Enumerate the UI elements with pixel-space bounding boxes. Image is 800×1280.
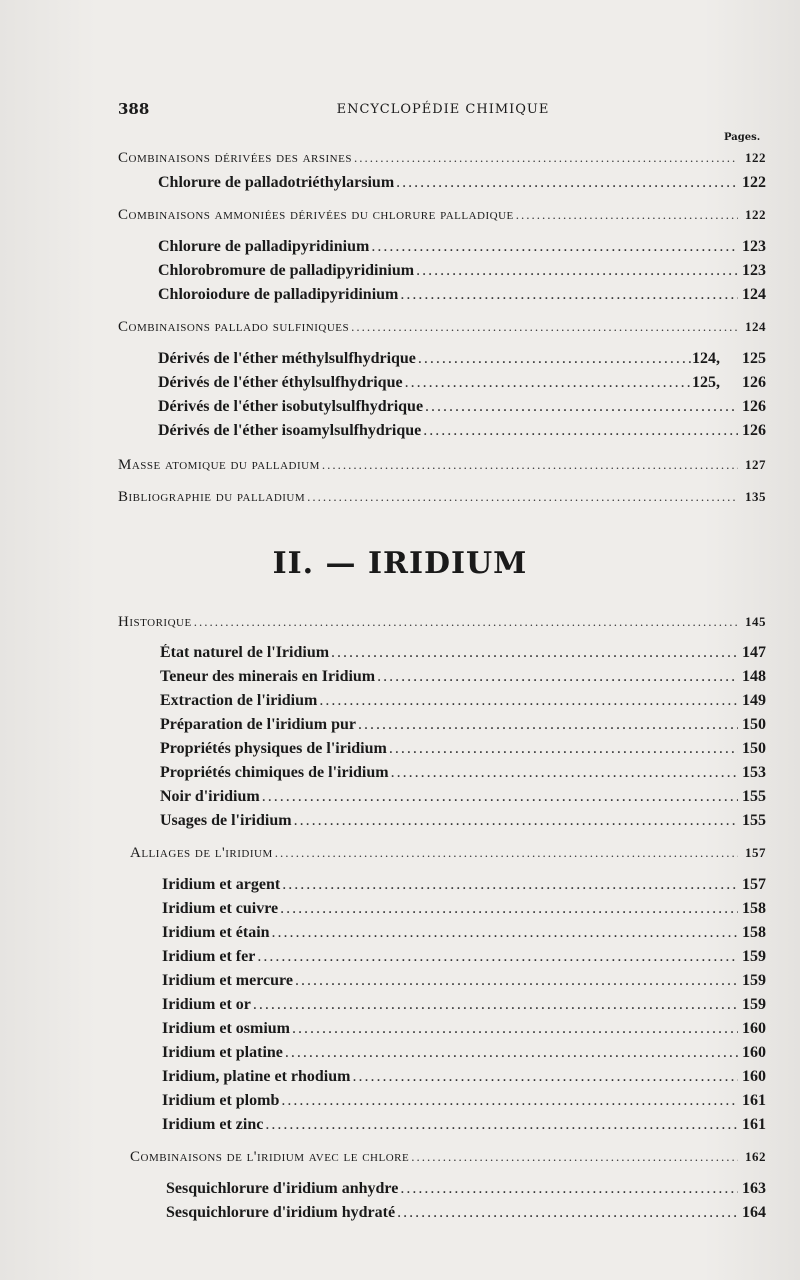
toc-entry-page-number: 123: [742, 262, 766, 279]
toc-entry: [160, 788, 766, 806]
toc-entry: [162, 972, 766, 990]
toc-section-entry: [118, 319, 766, 336]
toc-entry-title: Chlorobromure de palladipyridinium: [158, 262, 415, 279]
dot-leader: [192, 614, 738, 630]
toc-entry: [158, 174, 766, 192]
dot-leader: [514, 207, 738, 223]
toc-entry-page-number: 161: [742, 1116, 766, 1133]
toc-entry: [158, 374, 766, 392]
toc-entry-page-number: 157: [742, 876, 766, 893]
toc-entry-title: Masse atomique du palladium: [118, 457, 320, 473]
toc-entry: [158, 398, 766, 416]
toc-section-entry: [130, 1149, 766, 1166]
toc-entry-title: Iridium et plomb: [162, 1092, 280, 1109]
dot-leader: [320, 457, 738, 473]
toc-entry: [162, 948, 766, 966]
dot-leader: [349, 319, 738, 335]
toc-entry: [162, 924, 766, 942]
dot-leader: [280, 876, 738, 894]
toc-entry-page-number: 159: [742, 996, 766, 1013]
toc-entry-title: État naturel de l'Iridium: [160, 644, 330, 661]
toc-entry-page-number: 122: [745, 150, 766, 165]
toc-entry-page-number: 164: [742, 1204, 766, 1221]
toc-entry: [162, 900, 766, 918]
dot-leader: [387, 740, 738, 758]
toc-entry-title: Combinaisons de l'iridium avec le chlore: [130, 1149, 410, 1165]
toc-entry-title: Sesquichlorure d'iridium hydraté: [166, 1204, 396, 1221]
dot-leader: [290, 1020, 738, 1038]
toc-entry-title: Chlorure de palladotriéthylarsium: [158, 174, 395, 191]
toc-entry-page-number: 150: [742, 716, 766, 733]
running-title: ENCYCLOPÉDIE CHIMIQUE: [336, 102, 550, 117]
toc-entry-page-number: 123: [742, 238, 766, 255]
dot-leader: [292, 812, 738, 830]
toc-entry: [158, 422, 766, 440]
toc-entry-title: Iridium et zinc: [162, 1116, 264, 1133]
toc-entry: [160, 812, 766, 830]
dot-leader: [409, 1149, 738, 1165]
toc-entry-title: Dérivés de l'éther méthylsulfhydrique: [158, 350, 416, 367]
toc-entry-page-number: 125: [742, 350, 766, 367]
toc-entry: [158, 350, 766, 368]
toc-entry-page-number: 150: [742, 740, 766, 757]
dot-leader: [255, 948, 738, 966]
dot-leader: [398, 286, 738, 304]
toc-entry: [158, 262, 766, 280]
toc-entry-title: Iridium et argent: [162, 876, 281, 893]
toc-entry-secondary-page: 125,: [692, 374, 720, 391]
toc-entry: [166, 1180, 766, 1198]
toc-entry-title: Chlorure de palladipyridinium: [158, 238, 370, 255]
dot-leader: [375, 668, 738, 686]
toc-entry-page-number: 153: [742, 764, 766, 781]
toc-entry-title: Chloroiodure de palladipyridinium: [158, 286, 399, 303]
toc-entry-page-number: 149: [742, 692, 766, 709]
toc-section-entry: [118, 150, 766, 167]
dot-leader: [251, 996, 738, 1014]
toc-entry-page-number: 148: [742, 668, 766, 685]
part-title: II. — IRIDIUM: [272, 546, 528, 581]
dot-leader: [278, 900, 738, 918]
dot-leader: [369, 238, 738, 256]
dot-leader: [356, 716, 738, 734]
page-header: [118, 100, 768, 124]
dot-leader: [389, 764, 738, 782]
toc-entry-title: Dérivés de l'éther isoamylsulfhydrique: [158, 422, 422, 439]
dot-leader: [421, 422, 738, 440]
toc-entry: [162, 996, 766, 1014]
toc-entry-page-number: 162: [745, 1149, 766, 1164]
dot-leader: [260, 788, 738, 806]
toc-entry-title: Dérivés de l'éther éthylsulfhydrique: [158, 374, 403, 391]
toc-entry-title: Iridium et fer: [162, 948, 256, 965]
toc-entry-page-number: 126: [742, 422, 766, 439]
toc-entry: [160, 644, 766, 662]
page-number: 388: [118, 100, 150, 118]
toc-entry-title: Alliages de l'iridium: [130, 845, 273, 861]
toc-entry-title: Iridium, platine et rhodium: [162, 1068, 351, 1085]
toc-entry-page-number: 158: [742, 900, 766, 917]
toc-section-entry: [118, 614, 766, 631]
toc-entry-title: Iridium et étain: [162, 924, 270, 941]
toc-section-entry: [118, 457, 766, 474]
toc-entry-title: Noir d'iridium: [160, 788, 260, 805]
toc-entry-title: Combinaisons dérivées des arsines: [118, 150, 352, 166]
toc-entry-title: Historique: [118, 614, 192, 630]
toc-section-entry: [118, 207, 766, 224]
toc-entry-page-number: 161: [742, 1092, 766, 1109]
toc-entry-title: Combinaisons pallado sulfiniques: [118, 319, 350, 335]
toc-entry: [162, 1092, 766, 1110]
toc-entry-page-number: 126: [742, 398, 766, 415]
toc-entry-page-number: 159: [742, 972, 766, 989]
toc-entry-page-number: 124: [745, 319, 766, 334]
toc-entry-title: Bibliographie du palladium: [118, 489, 306, 505]
toc-entry-page-number: 159: [742, 948, 766, 965]
toc-entry-page-number: 127: [745, 457, 766, 472]
dot-leader: [416, 350, 692, 368]
toc-entry-title: Iridium et or: [162, 996, 251, 1013]
toc-entry-title: Usages de l'iridium: [160, 812, 292, 829]
toc-entry: [162, 1068, 766, 1086]
toc-entry-title: Sesquichlorure d'iridium anhydre: [166, 1180, 399, 1197]
toc-entry: [158, 238, 766, 256]
dot-leader: [398, 1180, 738, 1198]
dot-leader: [350, 1068, 738, 1086]
toc-entry-title: Iridium et osmium: [162, 1020, 290, 1037]
toc-entry-page-number: 135: [745, 489, 766, 504]
dot-leader: [293, 972, 738, 990]
toc-entry-title: Teneur des minerais en Iridium: [160, 668, 376, 685]
toc-entry-title: Propriétés physiques de l'iridium: [160, 740, 387, 757]
toc-entry-page-number: 157: [745, 845, 766, 860]
toc-entry-page-number: 145: [745, 614, 766, 629]
toc-entry-page-number: 122: [745, 207, 766, 222]
toc-section-entry: [130, 845, 766, 862]
toc-section-entry: [118, 489, 766, 506]
toc-entry-title: Dérivés de l'éther isobutylsulfhydrique: [158, 398, 424, 415]
toc-entry: [160, 668, 766, 686]
toc-entry-title: Extraction de l'iridium: [160, 692, 318, 709]
toc-entry-page-number: 122: [742, 174, 766, 191]
dot-leader: [273, 845, 738, 861]
toc-entry-page-number: 160: [742, 1044, 766, 1061]
toc-entry: [158, 286, 766, 304]
dot-leader: [283, 1044, 738, 1062]
toc-entry-page-number: 126: [742, 374, 766, 391]
toc-entry: [162, 1116, 766, 1134]
toc-entry: [160, 740, 766, 758]
toc-entry-title: Iridium et cuivre: [162, 900, 279, 917]
dot-leader: [317, 692, 738, 710]
dot-leader: [305, 489, 738, 505]
toc-entry: [162, 876, 766, 894]
dot-leader: [352, 150, 738, 166]
dot-leader: [263, 1116, 738, 1134]
toc-entry-title: Combinaisons ammoniées dérivées du chlorure palladique: [118, 207, 514, 223]
toc-entry-page-number: 155: [742, 788, 766, 805]
toc-entry-secondary-page: 124,: [692, 350, 720, 367]
dot-leader: [395, 1204, 738, 1222]
toc-entry-page-number: 147: [742, 644, 766, 661]
dot-leader: [279, 1092, 738, 1110]
toc-entry-page-number: 163: [742, 1180, 766, 1197]
dot-leader: [423, 398, 738, 416]
toc-entry-page-number: 158: [742, 924, 766, 941]
dot-leader: [394, 174, 738, 192]
toc-entry-title: Propriétés chimiques de l'iridium: [160, 764, 389, 781]
toc-entry-page-number: 124: [742, 286, 766, 303]
dot-leader: [270, 924, 738, 942]
toc-entry: [162, 1020, 766, 1038]
toc-entry-page-number: 160: [742, 1020, 766, 1037]
toc-entry: [160, 716, 766, 734]
dot-leader: [403, 374, 692, 392]
toc-entry-page-number: 155: [742, 812, 766, 829]
toc-entry: [162, 1044, 766, 1062]
toc-entry-page-number: 160: [742, 1068, 766, 1085]
toc-entry-title: Préparation de l'iridium pur: [160, 716, 356, 733]
toc-entry-title: Iridium et mercure: [162, 972, 293, 989]
toc-entry: [160, 764, 766, 782]
dot-leader: [329, 644, 738, 662]
pages-column-label: Pages.: [724, 132, 761, 143]
dot-leader: [414, 262, 738, 280]
toc-entry-title: Iridium et platine: [162, 1044, 283, 1061]
toc-entry: [166, 1204, 766, 1222]
toc-entry: [160, 692, 766, 710]
